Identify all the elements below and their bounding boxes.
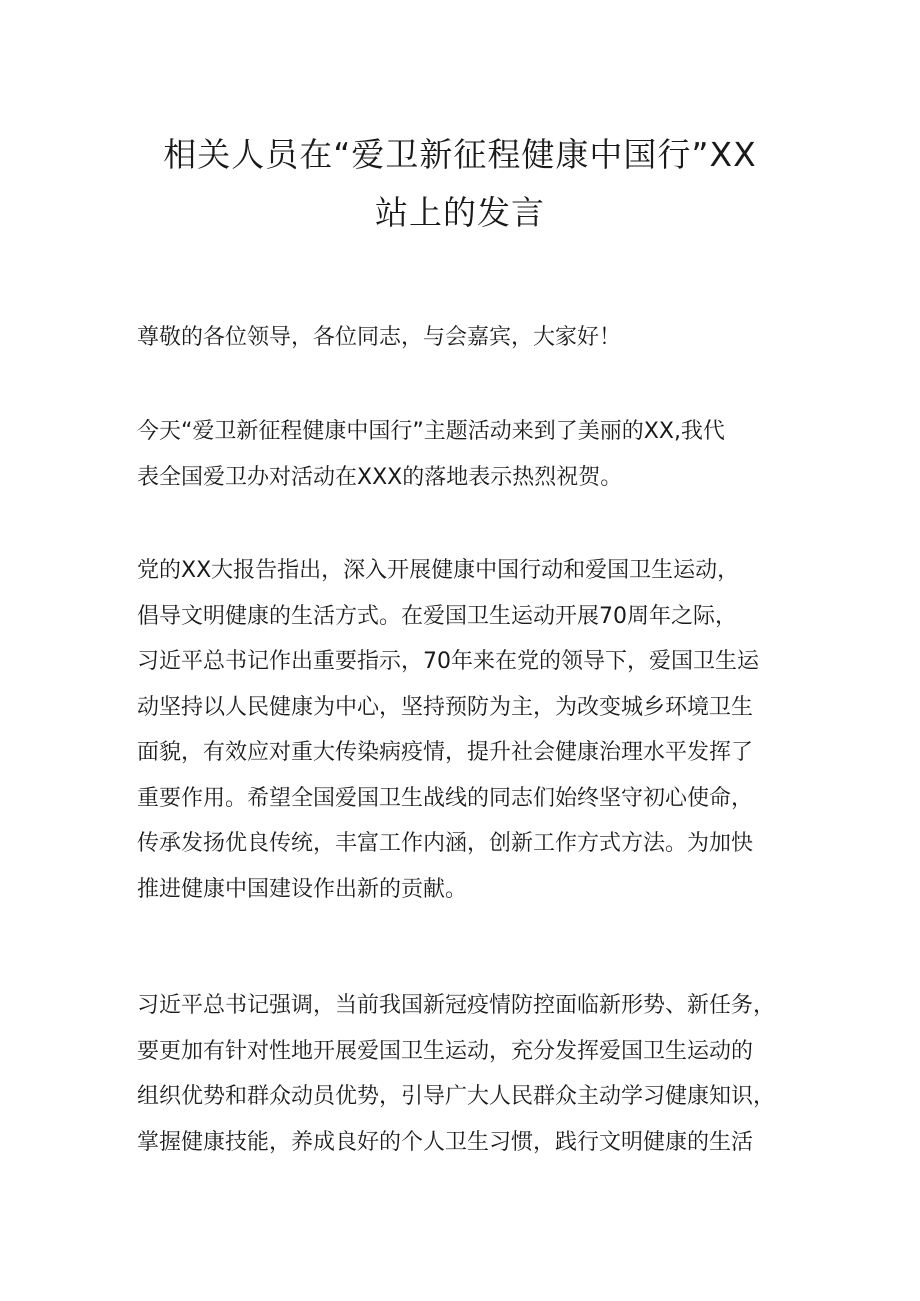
text-line: 习近平总书记强调，当前我国新冠疫情防控面临新形势、新任务， [137,993,776,1018]
title-line: 相关人员在“爱卫新征程健康中国行”XX [163,135,757,174]
document-title [120,126,800,242]
text-line: 重要作用。希望全国爱国卫生战线的同志们始终坚守初心使命， [137,785,754,811]
text-line: 传承发扬优良传统，丰富工作内涵，创新工作方式方法。为加快 [137,831,754,856]
text-line: 要更加有针对性地开展爱国卫生运动，充分发挥爱国卫生运动的 [137,1038,754,1064]
text-line: 组织优势和群众动员优势，引导广大人民群众主动学习健康知识， [137,1084,776,1109]
text-line: 尊敬的各位领导，各位同志，与会嘉宾，大家好！ [137,325,622,350]
text-line: 党的XX大报告指出，深入开展健康中国行动和爱国卫生运动， [137,558,740,583]
text-line: 倡导文明健康的生活方式。在爱国卫生运动开展70周年之际， [137,603,737,629]
text-line: 面貌，有效应对重大传染病疫情，提升社会健康治理水平发挥了 [137,740,754,765]
text-line: 推进健康中国建设作出新的贡献。 [137,876,468,902]
text-line: 动坚持以人民健康为中心，坚持预防为主，为改变城乡环境卫生 [137,694,754,720]
text-line: 今天“爱卫新征程健康中国行”主题活动来到了美丽的XX,我代 [137,419,725,444]
text-line: 掌握健康技能，养成良好的个人卫生习惯，践行文明健康的生活 [137,1129,754,1155]
title-line: 站上的发言 [375,193,545,232]
paragraph-report [137,548,817,912]
text-line: 习近平总书记作出重要指示，70年来在党的领导下，爱国卫生运 [137,649,759,674]
text-line: 表全国爱卫办对活动在XXX的落地表示热烈祝贺。 [137,464,623,490]
paragraph-strengthen [137,983,817,1165]
paragraph-intro [137,409,817,500]
paragraph-greeting [137,315,817,361]
